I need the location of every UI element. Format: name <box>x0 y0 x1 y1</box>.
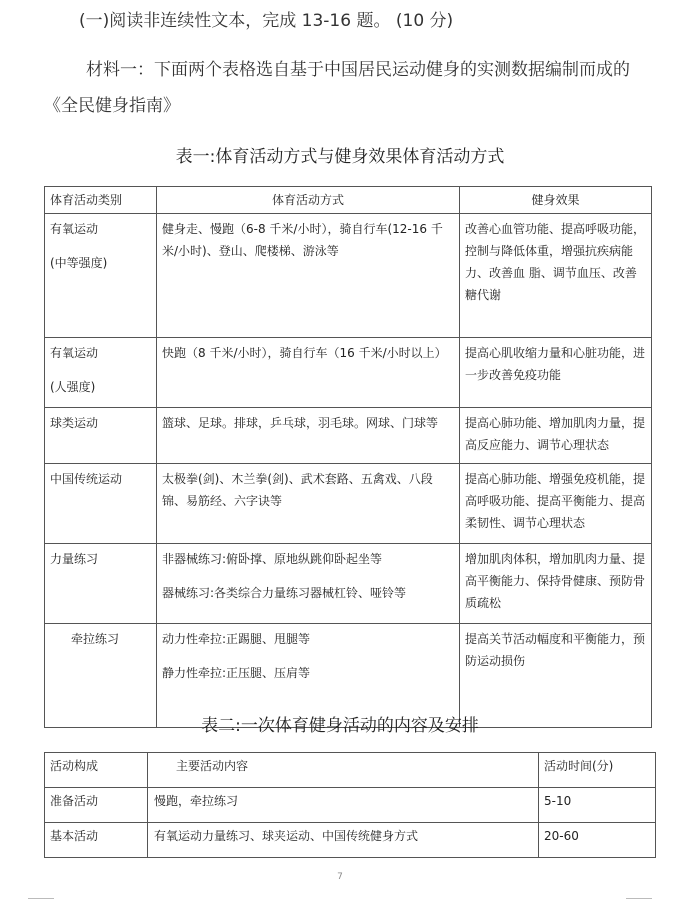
table-row <box>45 464 652 544</box>
row-part: 基本活动 <box>45 823 148 858</box>
row-category: 中国传统运动 <box>45 464 157 544</box>
row-category <box>45 214 157 338</box>
page-edge-mark-right <box>626 898 652 899</box>
row-methods: 太极拳(剑)、木兰拳(剑)、武术套路、五禽戏、八段锦、易筋经、六字诀等 <box>157 464 460 544</box>
table1 <box>44 186 652 728</box>
table-row <box>45 338 652 408</box>
row-time: 20-60 <box>539 823 656 858</box>
row-effects: 提高心肌收缩力量和心脏功能，进一步改善免疫功能 <box>460 338 652 408</box>
row-effects: 提高关节活动幅度和平衡能力，预防运动损伤 <box>460 624 652 728</box>
row-category: 力量练习 <box>45 544 157 624</box>
table2-header-time: 活动时间(分) <box>539 753 656 788</box>
page-number: 7 <box>337 872 343 882</box>
row-part: 准备活动 <box>45 788 148 823</box>
table2-header-part: 活动构成 <box>45 753 148 788</box>
row-category: 牵拉练习 <box>45 624 157 728</box>
table1-header-category: 体育活动类别 <box>45 187 157 214</box>
table2-title: 表二:一次体育健身活动的内容及安排 <box>201 716 479 736</box>
row-effects: 提高心肺功能、增强免疫机能，提高呼吸功能、提高平衡能力、提高柔韧性、调节心理状态 <box>460 464 652 544</box>
table2-header-content: 主要活动内容 <box>148 753 539 788</box>
table-row <box>45 544 652 624</box>
category-line2: (中等强度) <box>50 256 108 270</box>
row-category <box>45 338 157 408</box>
row-time: 5-10 <box>539 788 656 823</box>
row-methods: 篮球、足球。排球，乒乓球，羽毛球。网球、门球等 <box>157 408 460 464</box>
row-methods: 快跑（8 千米/小时），骑自行车（16 千米/小时以上） <box>157 338 460 408</box>
question-heading: (一)阅读非连续性文本，完成 13-16 题。 (10 分) <box>79 11 454 31</box>
category-line2: (人强度) <box>50 380 96 394</box>
row-effects: 改善心血管功能、提高呼吸功能，控制与降低体重，增强抗疾病能力、改善血 脂、调节血压、改善糖代谢 <box>460 214 652 338</box>
row-content: 慢跑，牵拉练习 <box>148 788 539 823</box>
row-methods <box>157 544 460 624</box>
material-intro-line1: 材料一：下面两个表格选自基于中国居民运动健身的实测数据编制而成的 <box>86 60 630 80</box>
methods-line2: 器械练习:各类综合力量练习器械杠铃、哑铃等 <box>162 586 407 600</box>
table-row <box>45 408 652 464</box>
table2-header-row <box>45 753 656 788</box>
table1-header-methods: 体育活动方式 <box>157 187 460 214</box>
material-intro-line2: 《全民健身指南》 <box>44 96 180 116</box>
methods-line1: 动力性牵拉:正踢腿、甩腿等 <box>162 632 311 646</box>
table-row <box>45 788 656 823</box>
row-content: 有氧运动力量练习、球夹运动、中国传统健身方式 <box>148 823 539 858</box>
page-edge-mark-left <box>28 898 54 899</box>
category-line1: 有氧运动 <box>50 222 99 236</box>
row-effects: 提高心肺功能、增加肌肉力量，提高反应能力、调节心理状态 <box>460 408 652 464</box>
methods-line2: 静力性牵拉:正压腿、压肩等 <box>162 666 311 680</box>
row-methods: 健身走、慢跑（6-8 千米/小时），骑自行车(12-16 千米/小时)、登山、爬楼梯、游泳等 <box>157 214 460 338</box>
table2 <box>44 752 656 858</box>
row-effects: 增加肌肉体积，增加肌肉力量、提高平衡能力、保持骨健康、预防骨质疏松 <box>460 544 652 624</box>
table1-title: 表一:体育活动方式与健身效果体育活动方式 <box>175 147 505 167</box>
methods-line1: 非器械练习:俯卧撑、原地纵跳仰卧起坐等 <box>162 552 383 566</box>
table1-header-row <box>45 187 652 214</box>
table1-header-effects: 健身效果 <box>460 187 652 214</box>
row-category: 球类运动 <box>45 408 157 464</box>
category-line1: 有氧运动 <box>50 346 99 360</box>
table-row <box>45 214 652 338</box>
table-row <box>45 823 656 858</box>
